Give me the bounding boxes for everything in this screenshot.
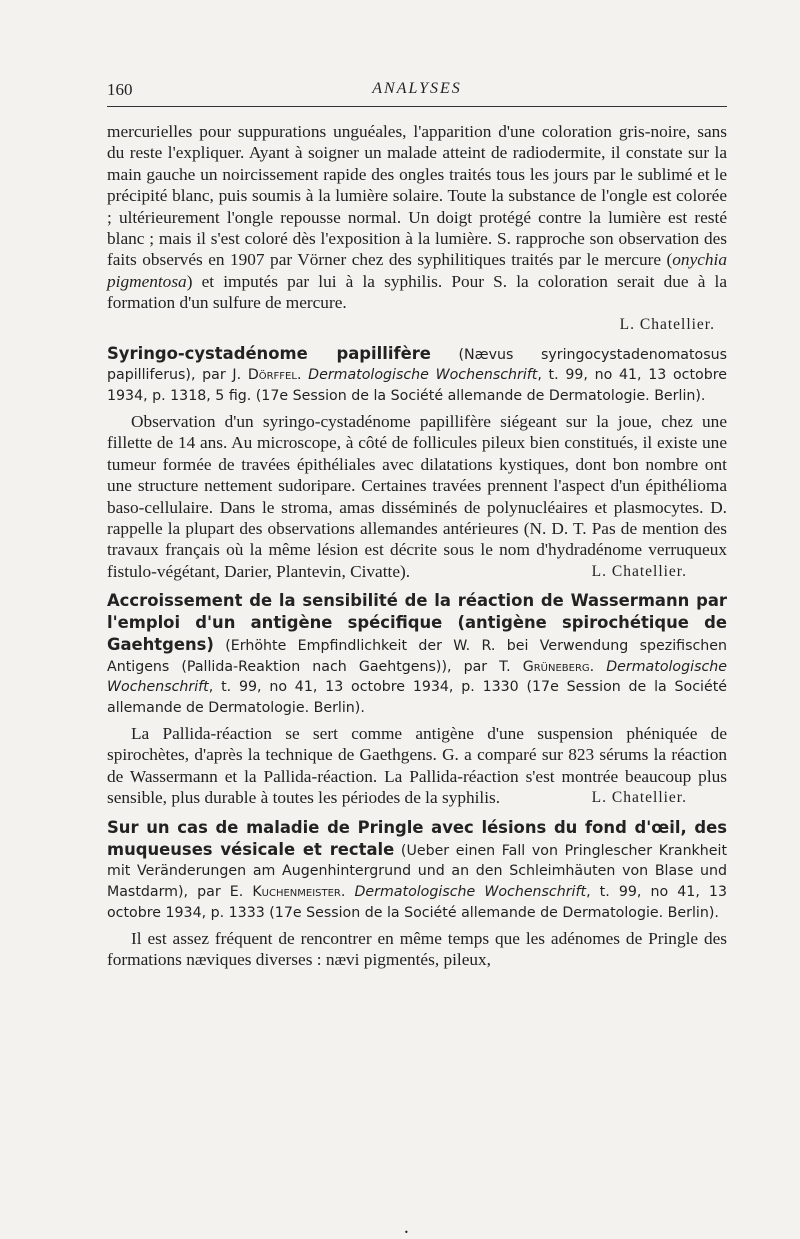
abstract-syringo [107, 344, 727, 583]
journal-name: Dermatologische Wochenschrift [107, 658, 727, 696]
footer-mark: • [404, 1228, 409, 1237]
abstract-title: Sur un cas de maladie de Pringle avec lésions du fond d'œil, des muqueuses vésicale et rectale [107, 817, 727, 859]
signature: L. Chatellier. [591, 562, 687, 580]
abstract-body: La Pallida-réaction se sert comme antigène d'une suspension phéniquée de spirochètes, d'après la technique de Gaethgens. G. a comparé sur 823 sérums la réaction de Wassermann et la Pallida-réaction. La Pallida-réaction s'est montrée beaucoup plus sensible, plus durable à toutes les périodes de la syphilis. L. Chatellier. [107, 724, 727, 808]
abstract-body: Il est assez fréquent de rencontrer en même temps que les adénomes de Pringle des formations næviques diverses : nævi pigmentés, pileux, [107, 928, 727, 970]
page-content [107, 78, 727, 971]
abstract-title: Accroissement de la sensibilité de la réaction de Wassermann par l'emploi d'un antigène spécifique (antigène spirochétique de Gaehtgens) [107, 591, 727, 654]
abstract-author: Kuchenmeister [252, 884, 341, 901]
italic-term: onychia pigmentosa [107, 250, 727, 291]
journal-name: Dermatologische Wochenschrift [354, 884, 587, 901]
signature: L. Chatellier. [591, 789, 687, 807]
abstract-pringle [107, 818, 727, 971]
abstract-header: Syringo-cystadénome papillifère (Nævus syringocystadenomatosus papilliferus), par J. Dörffel. Dermatologische Wochenschrift, t. 99, no 41, 13 octobre 1934, p. 1318, 5 fig. (17e Session de la Société allemande de Dermatologie. Berlin). [107, 343, 727, 405]
abstract-header: Sur un cas de maladie de Pringle avec lésions du fond d'œil, des muqueuses vésicale et rectale (Ueber einen Fall von Pringlescher Krankheit mit Veränderungen am Augenhintergrund und an den Schleimhäuten von Blase und Mastdarm), par E. Kuchenmeister. Dermatologische Wochenschrift, t. 99, no 41, 13 octobre 1934, p. 1333 (17e Session de la Société allemande de Dermatologie. Berlin). [107, 817, 728, 921]
abstract-author: Dörffel [247, 367, 297, 384]
running-head [107, 78, 727, 106]
journal-name: Dermatologische Wochenschrift [308, 367, 538, 384]
abstract-author: Grüneberg [522, 658, 590, 675]
continuation-paragraph: mercurielles pour suppurations unguéales, l'apparition d'une coloration gris-noire, sans du reste l'expliquer. Ayant à soigner un malade atteint de radiodermite, il constate sur la main gauche un noircissement rapide des ongles traités tous les jours par le sublimé et le précipité blanc, puis soumis à la lumière solaire. Toute la substance de l'ongle est colorée ; ultérieurement l'ongle repousse normal. Un doigt protégé contre la lumière est resté blanc ; mais il s'est coloré dès l'exposition à la lumière. S. rapproche son observation des faits observés en 1907 par Vörner chez des syphilitiques traités par le mercure (onychia pigmentosa) et imputés par lui à la syphilis. Pour S. la coloration serait due à la formation d'un sulfure de mercure. [107, 122, 727, 313]
signature: L. Chatellier. [619, 315, 715, 333]
header-rule [107, 106, 727, 107]
abstract-body: Observation d'un syringo-cystadénome papillifère siégeant sur la joue, chez une fillette de 14 ans. Au microscope, à côté de follicules pileux bien constitués, il existe une tumeur formée de travées épithéliales avec dilatations kystiques, dont bon nombre ont une structure nettement sudoripare. Certaines travées prennent l'aspect d'un épithélioma baso-cellulaire. Dans le stroma, amas disséminés de polynucléaires et plasmocytes. D. rappelle la plupart des observations allemandes antérieures (N. D. T. Pas de mention des travaux français où la même lésion est décrite sous le nom d'hydradénome verruqueux fistulo-végétant, Darier, Plantevin, Civatte). L. Chatellier. [107, 412, 727, 581]
abstract-title: Syringo-cystadénome papillifère [107, 343, 431, 363]
page-number: 160 [107, 80, 133, 99]
abstract-wassermann [107, 591, 727, 808]
abstract-header: Accroissement de la sensibilité de la réaction de Wassermann par l'emploi d'un antigène spécifique (antigène spirochétique de Gaehtgens) (Erhöhte Empfindlichkeit der W. R. bei Verwendung spezifischen Antigens (Pallida-Reaktion nach Gaehtgens)), par T. Grüneberg. Dermatologische Wochenschrift, t. 99, no 41, 13 octobre 1934, p. 1330 (17e Session de la Société allemande de Dermatologie. Berlin). [107, 591, 727, 717]
section-title: ANALYSES [372, 80, 462, 97]
